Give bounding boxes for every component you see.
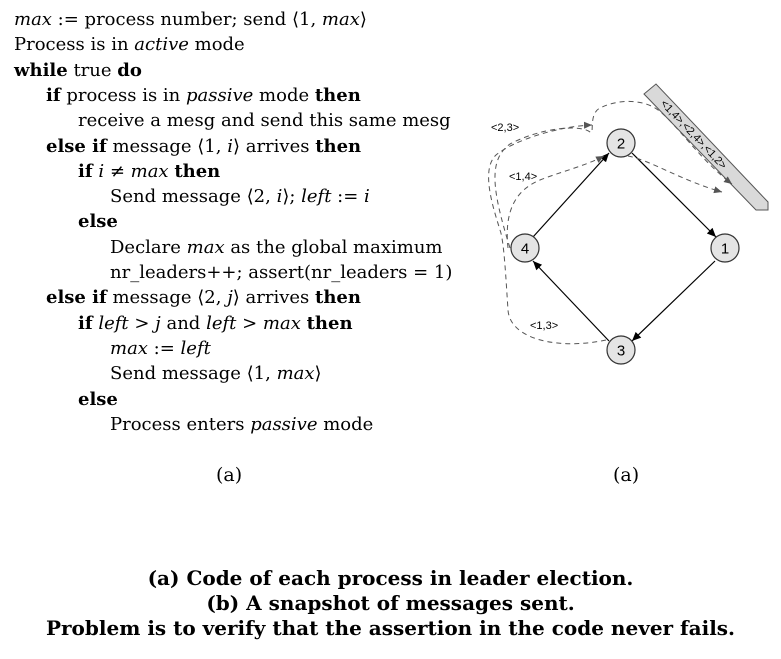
code-line (46, 84, 361, 108)
code-text: and (160, 312, 207, 334)
edge-4-to-2 (533, 153, 609, 237)
caption-line-1: (a) Code of each process in leader election. (147, 566, 634, 590)
code-text: := (331, 186, 365, 208)
code-line (110, 337, 211, 361)
code-text: mode (317, 413, 374, 435)
node-3 (607, 336, 635, 364)
code-variable: max (110, 337, 148, 359)
code-text: Process is in (14, 34, 135, 56)
code-variable: passive (250, 413, 318, 435)
code-keyword: if (46, 84, 61, 106)
code-variable: i (276, 186, 283, 208)
code-line (110, 185, 370, 209)
message-label-2-3: <2,3> (491, 122, 520, 134)
code-line (14, 59, 142, 83)
code-text: ⟩; (282, 186, 302, 208)
code-text: Declare (110, 236, 187, 258)
code-text: ⟩ arrives (232, 135, 316, 157)
code-variable: max (130, 160, 169, 182)
code-text: Process enters (110, 413, 251, 435)
code-variable: left (206, 312, 237, 334)
code-keyword: then (314, 84, 361, 106)
code-line (78, 388, 118, 412)
code-line (14, 33, 245, 57)
code-text: ⟩ (314, 363, 322, 385)
edge-2-to-1 (632, 153, 716, 237)
code-variable: max (321, 9, 360, 30)
message-label-1-4: <1,4> (509, 171, 538, 183)
code-line (78, 210, 118, 234)
code-keyword: else if (46, 287, 107, 309)
code-line (110, 261, 452, 285)
caption-line-2: (b) A snapshot of messages sent. (206, 591, 575, 615)
code-variable: passive (186, 84, 254, 106)
node-2 (607, 129, 635, 157)
code-text: mode (188, 34, 245, 56)
code-variable: i (227, 135, 233, 157)
code-sublabel: (a) (216, 464, 243, 486)
code-line (110, 236, 443, 260)
code-keyword: while (14, 59, 68, 81)
message-label-1-3: <1,3> (530, 320, 559, 332)
code-variable: max (276, 363, 315, 385)
code-variable: i (364, 186, 370, 208)
code-text: Send message ⟨2, (110, 186, 277, 208)
code-keyword: then (315, 135, 362, 157)
code-text: process is in (60, 84, 186, 106)
code-text: := (147, 337, 181, 359)
code-variable: j (155, 312, 161, 334)
diagram-sublabel: (a) (613, 464, 640, 486)
code-text: ⟩ (359, 9, 367, 30)
svg-text:1: 1 (720, 240, 730, 258)
code-line (78, 312, 353, 336)
message-queue-banner (644, 84, 768, 210)
code-text: as the global maximum (224, 236, 443, 258)
message-path-queue (628, 156, 722, 192)
svg-text:3: 3 (616, 342, 626, 360)
code-line (46, 135, 361, 159)
code-variable: max (186, 236, 225, 258)
code-variable: left (98, 312, 129, 334)
code-keyword: do (117, 59, 142, 81)
code-variable: j (227, 287, 233, 309)
code-text: receive a mesg and send this same mesg (78, 110, 451, 132)
code-line (110, 362, 322, 386)
svg-text:2: 2 (616, 135, 626, 153)
code-variable: max (14, 9, 52, 30)
code-text: > (128, 312, 156, 334)
code-text: := process number; send ⟨1, (51, 9, 322, 30)
code-keyword: else (78, 211, 118, 233)
code-keyword: then (306, 312, 353, 334)
code-variable: active (134, 34, 189, 56)
code-line (78, 109, 451, 133)
code-keyword: if (78, 312, 93, 334)
svg-text:4: 4 (520, 240, 530, 258)
code-variable: left (180, 337, 211, 359)
code-keyword: then (315, 287, 361, 309)
edge-1-to-3 (632, 261, 715, 341)
code-text: mode (253, 84, 315, 106)
code-text: > (236, 312, 263, 334)
code-text: nr_leaders++; assert(nr_leaders = 1) (110, 262, 453, 283)
code-keyword: then (174, 160, 221, 182)
code-keyword: else if (46, 135, 107, 157)
caption-line-3: Problem is to verify that the assertion in the code never fails. (45, 616, 736, 640)
code-variable: i (98, 160, 105, 182)
code-line (14, 8, 367, 32)
node-1 (711, 234, 739, 262)
code-text: message ⟨1, (106, 135, 228, 157)
code-keyword: else (78, 388, 118, 410)
code-line (110, 413, 373, 437)
node-4 (511, 234, 539, 262)
code-line (78, 160, 220, 184)
queue-label: <1,4>,<2,4>,<1,2> (657, 97, 729, 172)
code-text: message ⟨2, (106, 287, 228, 309)
code-line (46, 286, 361, 310)
ring-diagram (470, 80, 770, 380)
code-text: true (67, 59, 118, 81)
code-variable: max (262, 312, 301, 334)
figure-captions (0, 566, 781, 641)
code-variable: left (301, 186, 332, 208)
code-text: ≠ (104, 160, 131, 182)
code-keyword: if (78, 160, 93, 182)
code-text: Send message ⟨1, (110, 363, 277, 385)
code-text: ⟩ arrives (232, 287, 316, 309)
